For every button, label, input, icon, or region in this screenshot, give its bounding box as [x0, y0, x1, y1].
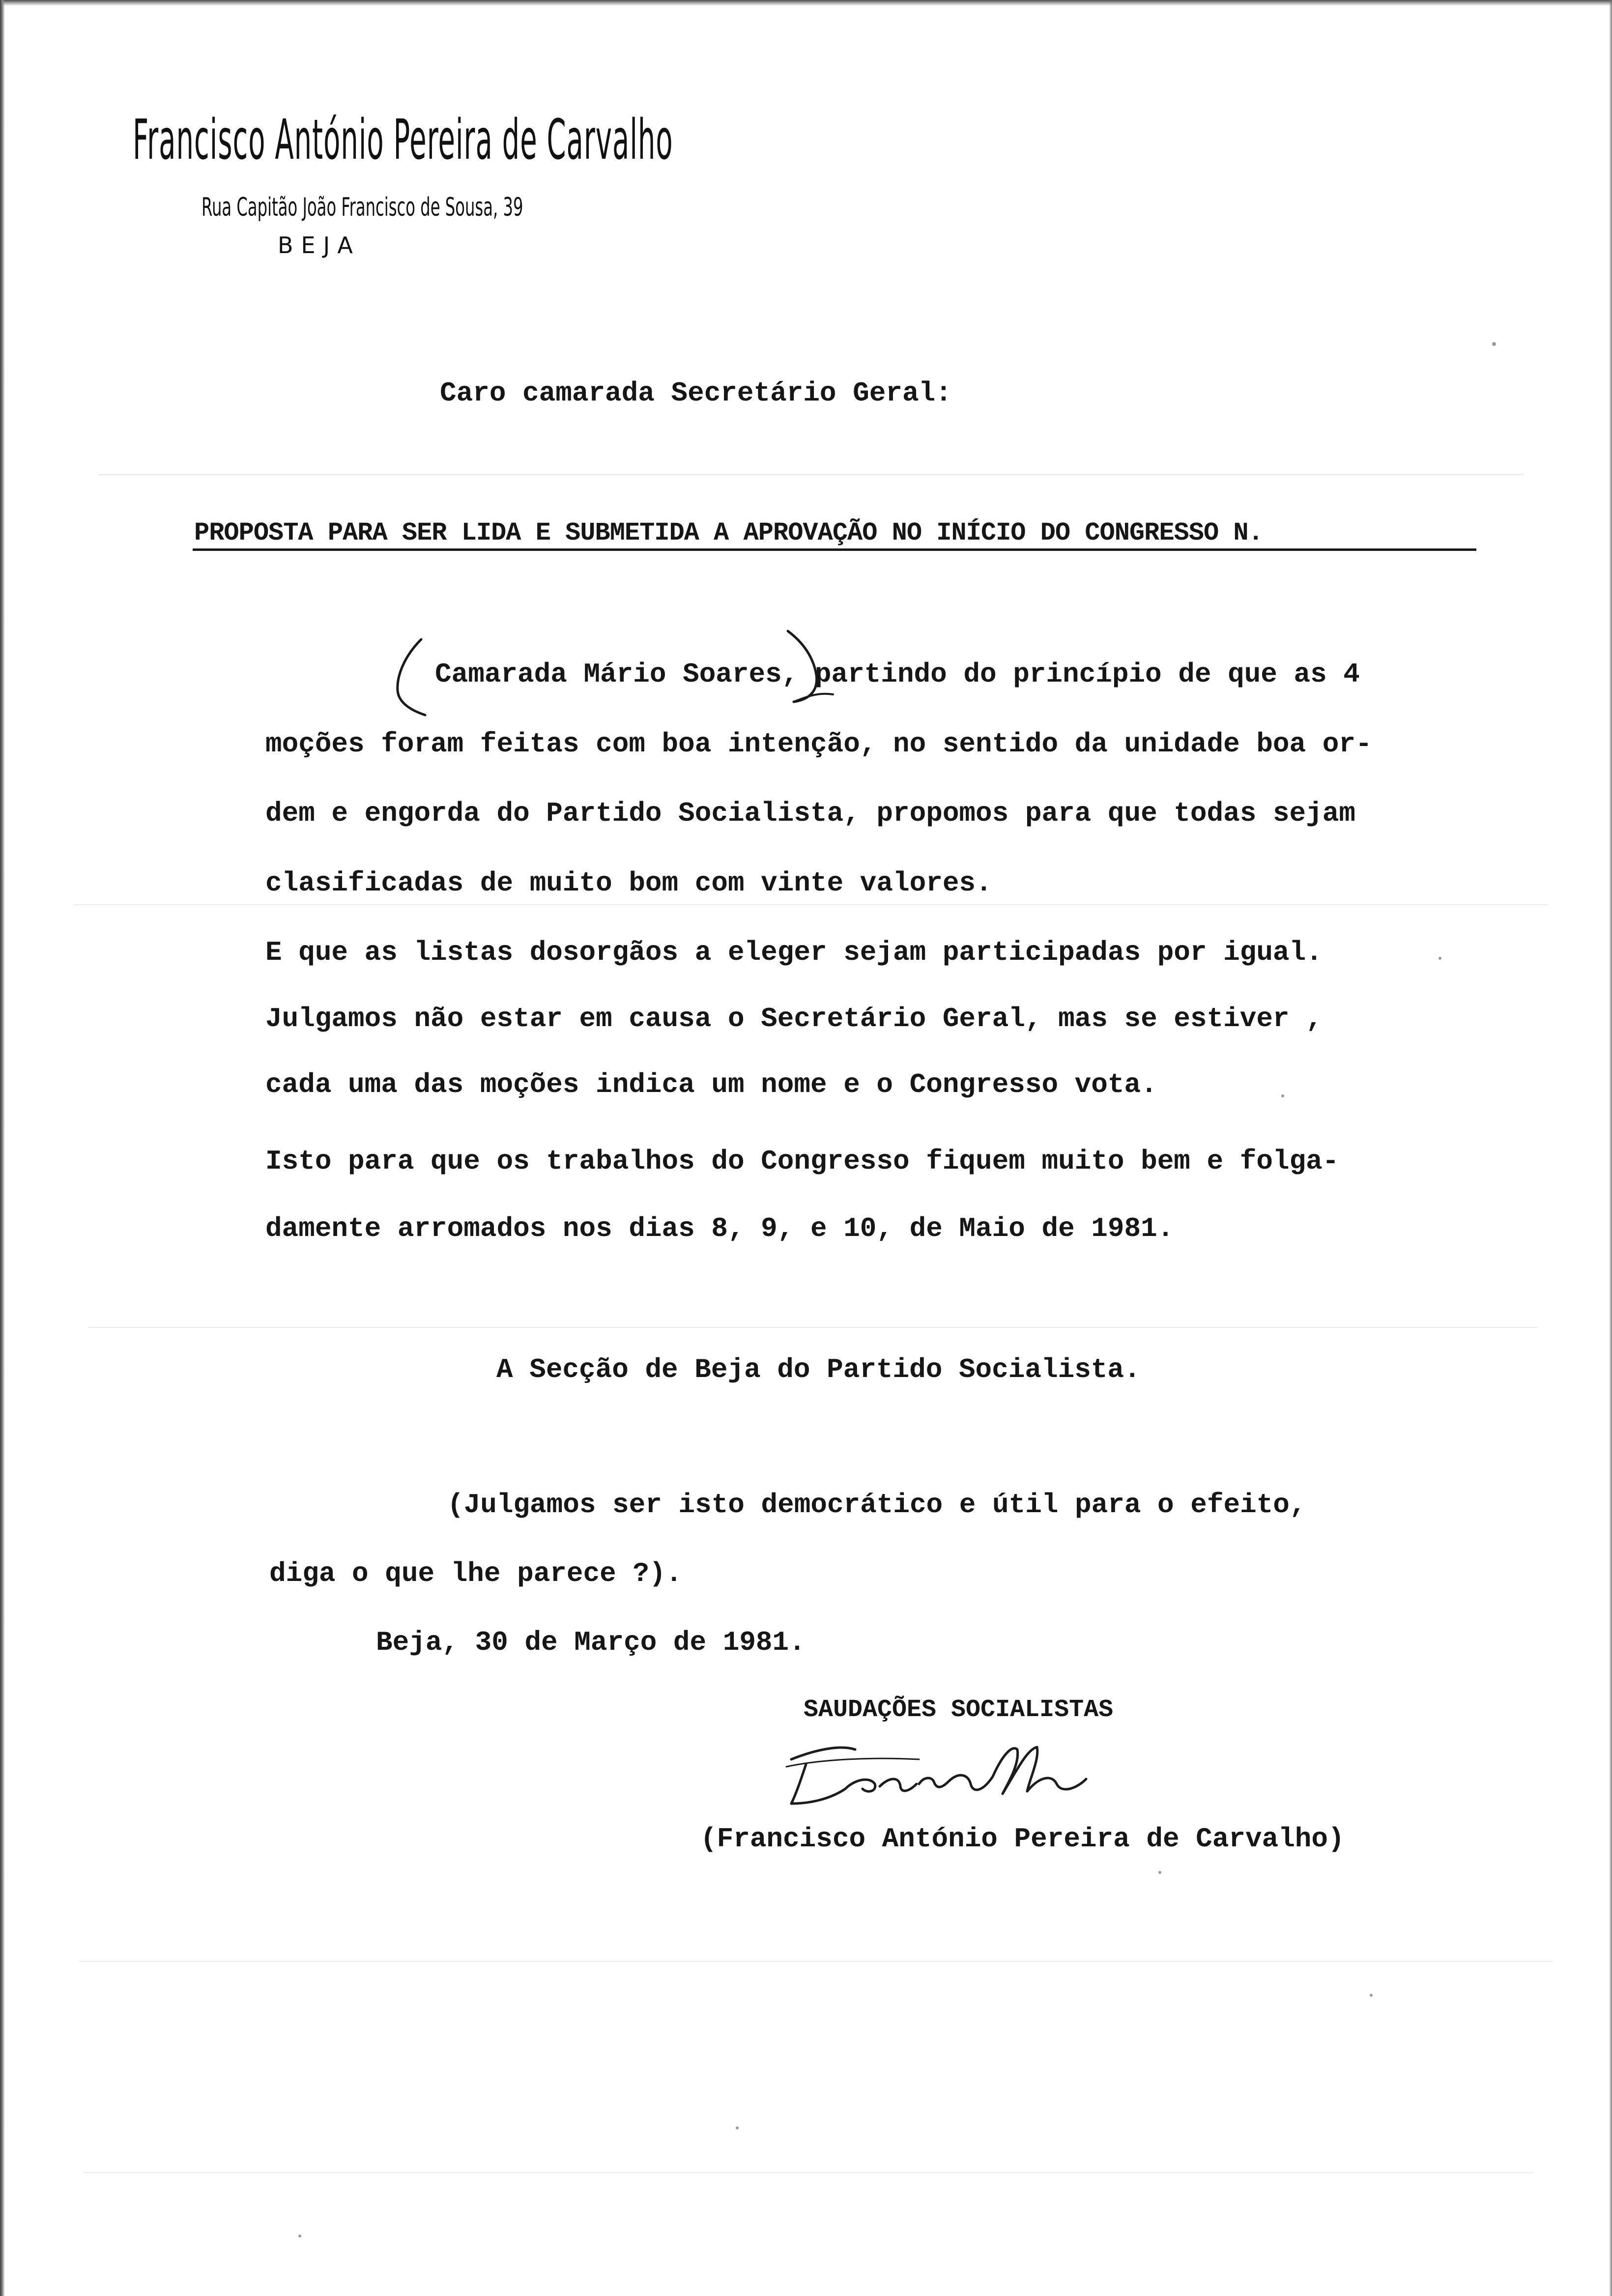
body-line: clasificadas de muito bom com vinte valores.	[265, 867, 992, 899]
date-line: Beja, 30 de Março de 1981.	[376, 1627, 806, 1658]
letterhead-street: Rua Capitão João Francisco de Sousa, 39	[202, 193, 523, 222]
body-line: cada uma das moções indica um nome e o Congresso vota.	[265, 1069, 1157, 1100]
signing-section: A Secção de Beja do Partido Socialista.	[496, 1354, 1141, 1385]
letterhead-name: Francisco António Pereira de Carvalho	[133, 108, 673, 172]
closing-line: diga o que lhe parece ?).	[269, 1558, 683, 1589]
body-line: dem e engorda do Partido Socialista, propomos para que todas sejam	[265, 798, 1355, 829]
body-line: Julgamos não estar em causa o Secretário Geral, mas se estiver ,	[265, 1003, 1323, 1034]
body-line: Isto para que os trabalhos do Congresso fiquem muito bem e folga-	[265, 1146, 1339, 1177]
proposal-heading: PROPOSTA PARA SER LIDA E SUBMETIDA A APROVAÇÃO NO INÍCIO DO CONGRESSO N.	[194, 518, 1263, 547]
closing-line: (Julgamos ser isto democrático e útil para o efeito,	[447, 1489, 1306, 1521]
body-line: Camarada Mário Soares, partindo do princípio de que as 4	[435, 659, 1360, 690]
printed-name: (Francisco António Pereira de Carvalho)	[700, 1823, 1345, 1855]
body-line: moções foram feitas com boa intenção, no sentido da unidade boa or-	[265, 728, 1372, 760]
body-line: damente arromados nos dias 8, 9, e 10, de Maio de 1981.	[265, 1213, 1174, 1244]
greeting: SAUDAÇÕES SOCIALISTAS	[804, 1696, 1114, 1724]
letterhead-city: BEJA	[278, 232, 361, 258]
body-line: E que as listas dosorgãos a eleger sejam participadas por igual.	[265, 937, 1323, 968]
salutation: Caro camarada Secretário Geral:	[440, 377, 952, 409]
